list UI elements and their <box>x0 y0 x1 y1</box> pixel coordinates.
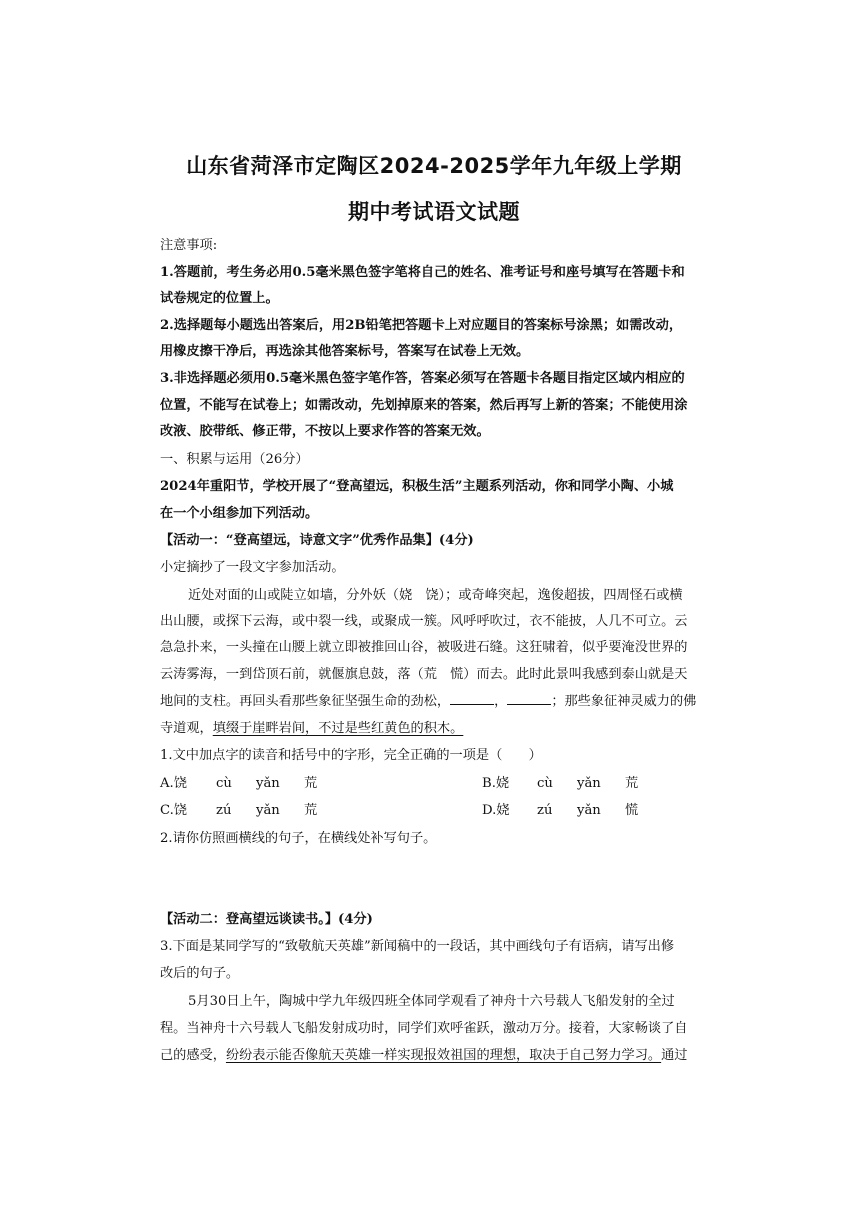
underlined-sentence: 填缀于崖畔岩间，不过是些红黄色的积木。 <box>212 721 464 736</box>
exam-title-line1: 山东省菏泽市定陶区2024-2025学年九年级上学期 <box>186 154 682 178</box>
passage-line4: 云涛雾海，一到岱顶石前，就偃旗息鼓，落（荒 慌）而去。此时此景叫我感到泰山就是天 <box>160 667 688 682</box>
notice-heading: 注意事项: <box>160 238 218 253</box>
passage-line6 <box>160 719 710 739</box>
passage-line5-tail: ；那些象征神灵威力的佛 <box>551 694 697 709</box>
notice-item1: 1.答题前，考生务必用0.5毫米黑色签字笔将自己的姓名、准考证号和座号填写在答题卡和 <box>160 265 685 280</box>
activity1-lead: 小定摘抄了一段文字参加活动。 <box>160 560 345 575</box>
faulty-sentence: 纷纷表示能否像航天英雄一样实现报效祖国的理想，取决于自己努力学习。 <box>225 1048 662 1063</box>
section1-heading: 一、积累与运用（26分） <box>160 452 309 467</box>
news-line3 <box>160 1046 710 1066</box>
notice-item3-cont2: 改液、胶带纸、修正带，不按以上要求作答的答案无效。 <box>160 424 490 439</box>
passage-line5-text: 地间的支柱。再回头看那些象征坚强生命的劲松， <box>160 694 451 709</box>
notice-item1-cont: 试卷规定的位置上。 <box>160 291 279 306</box>
q3-stem-cont: 改后的句子。 <box>160 966 240 981</box>
exam-page: 山东省菏泽市定陶区2024-2025学年九年级上学期 期中考试语文试题 注意事项: 1.答题前，考生务必用0.5毫米黑色签字笔将自己的姓名、准考证号和座号填写在答题卡和 试卷规定的位置上。 2.选择题每小题选出答案后，用2B铅笔把答题卡上对应题目的答案标号涂黑；如需改动， 用橡皮擦干净后，再选涂其他答案标号，答案写在试卷上无效。 3.非选择题必须用0.5毫米黑色签字笔作答，答案必须写在答题卡各题目指定区域内相应的 位置，不能写在试卷上；如需改动，先划掉原来的答案，然后再写上新的答案；不能使用涂 改液、胶带纸、修正带，不按以上要求作答的答案无效。 一、积累与运用（26分） 2024年重阳节，学校开展了“登高望远，积极生活”主题系列活动，你和同学小陶、小城 在一个小组参加下列活动。 【活动一：“登高望远，诗意文字”优秀作品集】(4分) 小定摘抄了一段文字参加活动。 近处对面的山或陡立如墙，分外妖（娆 饶）；或奇峰突起，逸俊超拔，四周怪石或横 出山腰，或探下云海，或中裂一线，或聚成一簇。风呼呼吹过，衣不能披，人几不可立。云 急急扑来，一头撞在山腰上就立即被推回山谷，被吸进石缝。这狂啸着，似乎要淹没世界的 云涛雾海，一到岱顶石前，就偃旗息鼓，落（荒 慌）而去。此时此景叫我感到泰山就是天 地间的支柱。再回头看那些象征坚强生命的劲松， ， ；那些象征神灵威力的佛 寺道观，填缀于崖畔岩间，不过是些红黄色的积木。 1.文中加点字的读音和括号中的字形，完全正确的一项是（ ） A.饶 cù yǎn 荒 B.娆 cù yǎn 荒 C.饶 zú yǎn 荒 D.娆 zú yǎn 慌 2.请你仿照画横线的句子，在横线处补写句子。 【活动二：登高望远谈读书。】(4分) 3.下面是某同学写的“致敬航天英雄”新闻稿中的一段话，其中画线句子有语病，请写出修 改后的句子。 5月30日上午，陶城中学九年级四班全体同学观看了神舟十六号载人飞船发射的全过 程。当神舟十六号载人飞船发射成功时，同学们欢呼雀跃，激动万分。接着，大家畅谈了自 己的感受，纷纷表示能否像航天英雄一样实现报效祖国的理想，取决于自己努力学习。通过 <box>0 0 868 1227</box>
passage-line1: 近处对面的山或陡立如墙，分外妖（娆 饶）；或奇峰突起，逸俊超拔，四周怪石或横 <box>188 588 683 603</box>
q3-stem: 3.下面是某同学写的“致敬航天英雄”新闻稿中的一段话，其中画线句子有语病，请写出修 <box>160 939 674 954</box>
notice-item2: 2.选择题每小题选出答案后，用2B铅笔把答题卡上对应题目的答案标号涂黑；如需改动， <box>160 318 683 333</box>
activity2-heading: 【活动二：登高望远谈读书。】(4分) <box>160 912 373 927</box>
q1-stem: 1.文中加点字的读音和括号中的字形，完全正确的一项是（ ） <box>160 748 542 763</box>
section1-intro: 2024年重阳节，学校开展了“登高望远，积极生活”主题系列活动，你和同学小陶、小城 <box>160 479 674 494</box>
section1-intro-cont: 在一个小组参加下列活动。 <box>160 506 319 521</box>
activity1-heading: 【活动一：“登高望远，诗意文字”优秀作品集】(4分) <box>160 533 474 548</box>
passage-line2: 出山腰，或探下云海，或中裂一线，或聚成一簇。风呼呼吹过，衣不能披，人几不可立。云 <box>160 614 688 629</box>
news-line2: 程。当神舟十六号载人飞船发射成功时，同学们欢呼雀跃，激动万分。接着，大家畅谈了自 <box>160 1021 688 1036</box>
exam-title-line2: 期中考试语文试题 <box>348 200 520 224</box>
notice-item2-cont: 用橡皮擦干净后，再选涂其他答案标号，答案写在试卷上无效。 <box>160 344 530 359</box>
passage-line3: 急急扑来，一头撞在山腰上就立即被推回山谷，被吸进石缝。这狂啸着，似乎要淹没世界的 <box>160 640 688 655</box>
notice-item3: 3.非选择题必须用0.5毫米黑色签字笔作答，答案必须写在答题卡各题目指定区域内相应的 <box>160 371 685 386</box>
notice-item3-cont1: 位置，不能写在试卷上；如需改动，先划掉原来的答案，然后再写上新的答案；不能使用涂 <box>160 398 688 413</box>
news-line1: 5月30日上午，陶城中学九年级四班全体同学观看了神舟十六号载人飞船发射的全过 <box>188 994 675 1009</box>
fill-blank-1[interactable] <box>450 692 494 705</box>
passage-line6-head: 寺道观， <box>160 721 213 736</box>
q2-stem: 2.请你仿照画横线的句子，在横线处补写句子。 <box>160 831 437 846</box>
passage-comma: ， <box>494 694 508 709</box>
fill-blank-2[interactable] <box>507 692 551 705</box>
news-line3-tail: 通过 <box>661 1048 688 1063</box>
news-line3-head: 己的感受， <box>160 1048 226 1063</box>
passage-line5 <box>160 692 710 712</box>
